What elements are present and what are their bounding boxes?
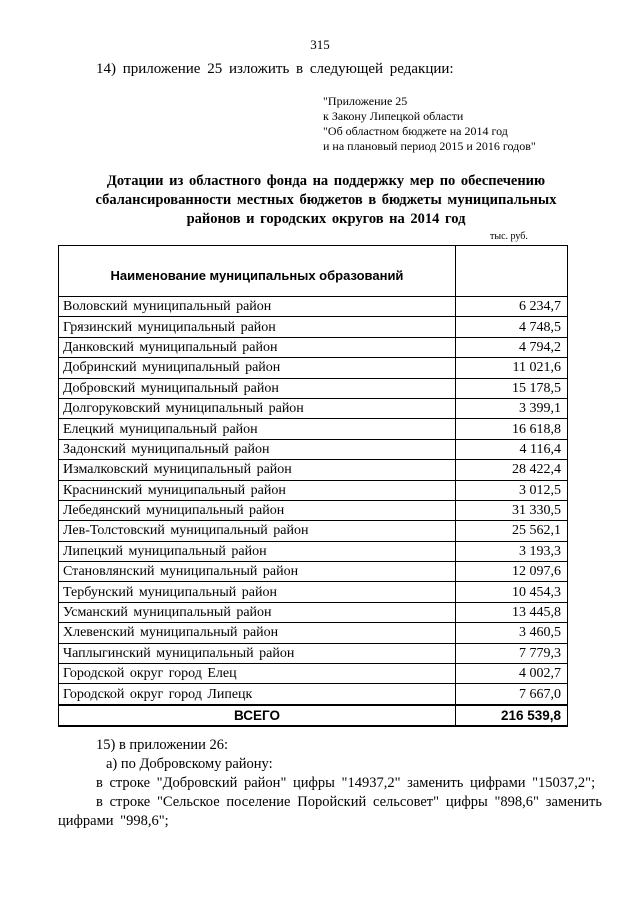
row-name: Городской округ город Елец [59,664,456,684]
table-header-row [59,246,568,297]
column-header-value [456,246,568,297]
row-name: Елецкий муниципальный район [59,419,456,439]
row-name: Измалковский муниципальный район [59,460,456,480]
appendix-note [323,94,536,154]
subsidy-table [58,245,568,727]
row-value: 6 234,7 [456,297,568,317]
appendix-note-line: "Об областном бюджете на 2014 год [323,124,508,138]
row-name: Добровский муниципальный район [59,378,456,398]
row-name: Хлевенский муниципальный район [59,623,456,643]
row-name: Грязинский муниципальный район [59,317,456,337]
row-value: 28 422,4 [456,460,568,480]
row-name: Тербунский муниципальный район [59,582,456,602]
row-value: 3 012,5 [456,480,568,500]
row-name: Усманский муниципальный район [59,602,456,622]
row-value: 11 021,6 [456,358,568,378]
table-row [59,623,568,643]
body-paragraph: а) по Добровскому району: [106,756,273,772]
row-value: 7 667,0 [456,684,568,705]
table-row [59,378,568,398]
row-name: Лев-Толстовский муниципальный район [59,521,456,541]
row-value: 3 460,5 [456,623,568,643]
row-value: 15 178,5 [456,378,568,398]
units-label: тыс. руб. [490,231,528,242]
row-name: Становлянский муниципальный район [59,562,456,582]
table-row [59,541,568,561]
body-paragraph: в строке "Добровский район" цифры "14937,2" заменить цифрами "15037,2"; [96,775,596,791]
document-title: Дотации из областного фонда на поддержку мер по обеспечению сбалансированности местных бюджетов в бюджеты муниципальных районов и городских округов на 2014 год [95,173,557,227]
table-row [59,582,568,602]
row-value: 3 193,3 [456,541,568,561]
table-row [59,643,568,663]
total-value: 216 539,8 [456,705,568,726]
body-paragraph: 15) в приложении 26: [96,737,229,753]
table-total-row [59,705,568,726]
row-name: Долгоруковский муниципальный район [59,398,456,418]
row-value: 10 454,3 [456,582,568,602]
table-row [59,480,568,500]
row-value: 25 562,1 [456,521,568,541]
table-row [59,521,568,541]
total-label: ВСЕГО [59,705,456,726]
table-row [59,684,568,705]
table-row [59,419,568,439]
table-row [59,398,568,418]
row-value: 13 445,8 [456,602,568,622]
intro-paragraph: 14) приложение 25 изложить в следующей редакции: [96,61,454,77]
page-number: 315 [310,37,330,52]
row-name: Краснинский муниципальный район [59,480,456,500]
table-row [59,562,568,582]
row-name: Добринский муниципальный район [59,358,456,378]
appendix-note-line: и на плановый период 2015 и 2016 годов" [323,139,536,153]
row-name: Воловский муниципальный район [59,297,456,317]
table-row [59,317,568,337]
body-text [58,736,602,831]
table-row [59,460,568,480]
table-row [59,358,568,378]
row-name: Липецкий муниципальный район [59,541,456,561]
table-row [59,664,568,684]
row-name: Городской округ город Липецк [59,684,456,705]
column-header-name: Наименование муниципальных образований [59,246,456,297]
table-row [59,297,568,317]
row-name: Задонский муниципальный район [59,439,456,459]
row-value: 4 116,4 [456,439,568,459]
table-row [59,439,568,459]
table-row [59,602,568,622]
table-row [59,337,568,357]
row-value: 3 399,1 [456,398,568,418]
appendix-note-line: к Закону Липецкой области [323,109,464,123]
row-value: 4 794,2 [456,337,568,357]
row-name: Лебедянский муниципальный район [59,500,456,520]
appendix-note-line: "Приложение 25 [323,94,408,108]
row-name: Данковский муниципальный район [59,337,456,357]
body-paragraph: в строке "Сельское поселение Поройский сельсовет" цифры "898,6" заменить цифрами "998,6"; [58,794,602,829]
row-value: 12 097,6 [456,562,568,582]
row-name: Чаплыгинский муниципальный район [59,643,456,663]
table-row [59,500,568,520]
row-value: 4 748,5 [456,317,568,337]
row-value: 7 779,3 [456,643,568,663]
row-value: 4 002,7 [456,664,568,684]
row-value: 16 618,8 [456,419,568,439]
row-value: 31 330,5 [456,500,568,520]
